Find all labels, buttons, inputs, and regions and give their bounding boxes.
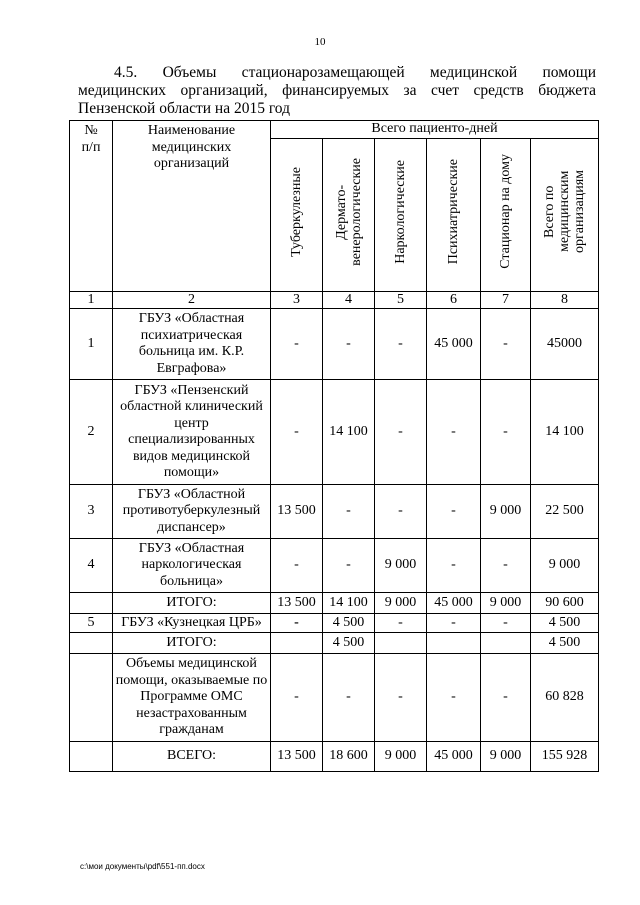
header-group: Всего пациенто-дней <box>271 121 599 139</box>
cell-total: 4 500 <box>531 633 599 654</box>
row-num <box>70 742 113 772</box>
cell-psychiatry: - <box>427 654 481 742</box>
row-name: ГБУЗ «Областной противотуберкулезный диспансер» <box>113 485 271 539</box>
table-row <box>70 309 599 380</box>
cell-narcology: - <box>375 380 427 485</box>
cell-total: 4 500 <box>531 614 599 633</box>
col-number: 1 <box>70 291 113 309</box>
cell-total: 9 000 <box>531 539 599 593</box>
cell-psychiatry: 45 000 <box>427 309 481 380</box>
cell-tuberculosis: - <box>271 614 323 633</box>
row-name: ГБУЗ «Областная психиатрическая больница им. К.Р. Евграфова» <box>113 309 271 380</box>
row-name: ГБУЗ «Кузнецкая ЦРБ» <box>113 614 271 633</box>
cell-tuberculosis: 13 500 <box>271 593 323 614</box>
cell-psychiatry: - <box>427 485 481 539</box>
row-name: ГБУЗ «Областная наркологическая больница» <box>113 539 271 593</box>
col-number: 5 <box>375 291 427 309</box>
header-col-dermatovenereology: Дермато- венерологические <box>323 138 375 291</box>
row-num <box>70 593 113 614</box>
row-num: 4 <box>70 539 113 593</box>
cell-tuberculosis: - <box>271 309 323 380</box>
header-col-tuberculosis: Туберкулезные <box>271 138 323 291</box>
cell-psychiatry: - <box>427 614 481 633</box>
cell-home-hospital: 9 000 <box>481 742 531 772</box>
header-col-total: Всего по медицинским организациям <box>531 138 599 291</box>
cell-narcology: - <box>375 654 427 742</box>
cell-tuberculosis <box>271 633 323 654</box>
header-name: Наименование медицинских организаций <box>113 121 271 292</box>
row-num: 3 <box>70 485 113 539</box>
col-number: 3 <box>271 291 323 309</box>
cell-dermatovenereology: 14 100 <box>323 380 375 485</box>
table-row <box>70 485 599 539</box>
cell-narcology: - <box>375 309 427 380</box>
cell-dermatovenereology: 4 500 <box>323 633 375 654</box>
cell-narcology: 9 000 <box>375 593 427 614</box>
cell-dermatovenereology: 18 600 <box>323 742 375 772</box>
row-name: ВСЕГО: <box>113 742 271 772</box>
cell-home-hospital: - <box>481 539 531 593</box>
col-number: 8 <box>531 291 599 309</box>
col-number: 6 <box>427 291 481 309</box>
cell-narcology: - <box>375 614 427 633</box>
subtotal-row <box>70 633 599 654</box>
cell-home-hospital: 9 000 <box>481 485 531 539</box>
cell-dermatovenereology: - <box>323 654 375 742</box>
cell-home-hospital: - <box>481 309 531 380</box>
cell-psychiatry: - <box>427 380 481 485</box>
cell-narcology: 9 000 <box>375 539 427 593</box>
cell-dermatovenereology: - <box>323 539 375 593</box>
col-number: 2 <box>113 291 271 309</box>
row-num: 2 <box>70 380 113 485</box>
cell-dermatovenereology: - <box>323 485 375 539</box>
header-col-psychiatry: Психиатрические <box>427 138 481 291</box>
cell-total: 45000 <box>531 309 599 380</box>
row-name: Объемы медицинской помощи, оказываемые по Программе ОМС незастрахованным гражданам <box>113 654 271 742</box>
cell-tuberculosis: - <box>271 539 323 593</box>
col-number: 7 <box>481 291 531 309</box>
table-row <box>70 539 599 593</box>
cell-total: 155 928 <box>531 742 599 772</box>
table-row <box>70 614 599 633</box>
cell-psychiatry: 45 000 <box>427 593 481 614</box>
file-path-footer: c:\мои документы\pdf\551-пп.docx <box>80 862 205 871</box>
cell-total: 14 100 <box>531 380 599 485</box>
cell-total: 60 828 <box>531 654 599 742</box>
cell-tuberculosis: - <box>271 654 323 742</box>
row-name: ИТОГО: <box>113 633 271 654</box>
cell-dermatovenereology: 14 100 <box>323 593 375 614</box>
cell-dermatovenereology: 4 500 <box>323 614 375 633</box>
cell-home-hospital: - <box>481 614 531 633</box>
header-num: № п/п <box>70 121 113 292</box>
page-number: 10 <box>314 36 326 48</box>
row-name: ГБУЗ «Пензенский областной клинический центр специализированных видов медицинской помощи» <box>113 380 271 485</box>
cell-tuberculosis: 13 500 <box>271 485 323 539</box>
subtotal-row <box>70 593 599 614</box>
grand-total-row <box>70 742 599 772</box>
cell-tuberculosis: 13 500 <box>271 742 323 772</box>
cell-psychiatry <box>427 633 481 654</box>
cell-total: 90 600 <box>531 593 599 614</box>
table-row <box>70 654 599 742</box>
col-number: 4 <box>323 291 375 309</box>
cell-narcology: - <box>375 485 427 539</box>
cell-home-hospital: - <box>481 654 531 742</box>
row-num: 5 <box>70 614 113 633</box>
cell-home-hospital: - <box>481 380 531 485</box>
row-name: ИТОГО: <box>113 593 271 614</box>
cell-narcology: 9 000 <box>375 742 427 772</box>
header-col-narcology: Наркологические <box>375 138 427 291</box>
cell-narcology <box>375 633 427 654</box>
cell-home-hospital: 9 000 <box>481 593 531 614</box>
cell-dermatovenereology: - <box>323 309 375 380</box>
row-num: 1 <box>70 309 113 380</box>
table-row <box>70 380 599 485</box>
cell-total: 22 500 <box>531 485 599 539</box>
cell-tuberculosis: - <box>271 380 323 485</box>
cell-psychiatry: - <box>427 539 481 593</box>
header-col-home-hospital: Стационар на дому <box>481 138 531 291</box>
cell-home-hospital <box>481 633 531 654</box>
section-heading: 4.5. Объемы стационарозамещающей медицинской помощи медицинских организаций, финансируемых за счет средств бюджета Пензенской области на 2015 год <box>78 64 596 117</box>
volumes-table <box>69 120 599 772</box>
column-number-row <box>70 291 599 309</box>
row-num <box>70 654 113 742</box>
cell-psychiatry: 45 000 <box>427 742 481 772</box>
row-num <box>70 633 113 654</box>
